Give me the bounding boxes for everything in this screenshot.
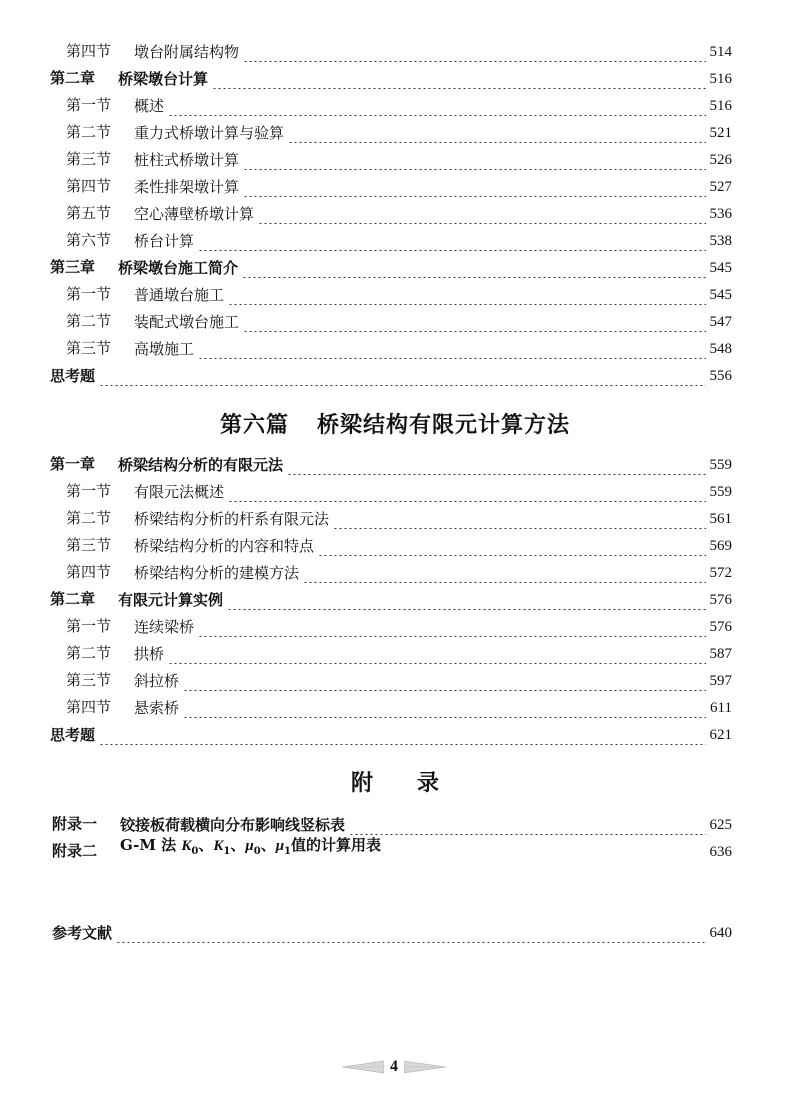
entry-page-number: 576 [709, 592, 732, 608]
toc-entry[interactable] [66, 698, 732, 718]
toc-entry-references[interactable] [52, 923, 732, 943]
leader-dots [349, 815, 705, 835]
entry-number: 第三节 [66, 152, 112, 168]
toc-entry[interactable] [50, 725, 732, 745]
leader-dots [303, 563, 705, 583]
entry-page-number: 516 [709, 98, 732, 114]
leader-dots [99, 366, 705, 386]
entry-page-number: 569 [709, 538, 732, 554]
entry-page-number: 538 [709, 233, 732, 249]
toc-entry[interactable] [66, 285, 732, 305]
leader-dots [287, 455, 705, 475]
entry-number: 第四节 [66, 179, 112, 195]
toc-entry[interactable] [50, 455, 732, 475]
entry-page-number: 521 [709, 125, 732, 141]
entry-number: 第三章 [50, 260, 96, 276]
leader-dots [168, 644, 705, 664]
leader-dots [243, 312, 705, 332]
entry-title: 拱桥 [134, 645, 165, 663]
entry-title: 桩柱式桥墩计算 [134, 151, 240, 169]
part6-heading [0, 408, 790, 439]
appendix-heading-right: 录 [417, 770, 440, 796]
leader-dots [258, 204, 705, 224]
entry-number: 附录二 [52, 844, 98, 860]
toc-entry[interactable] [66, 96, 732, 116]
entry-title: 有限元法概述 [134, 483, 225, 501]
left-ornament-icon [342, 1060, 384, 1074]
toc-entry-appendix-1[interactable] [52, 815, 732, 835]
entry-page-number: 547 [709, 314, 732, 330]
toc-entry[interactable] [66, 509, 732, 529]
entry-page-number: 548 [709, 341, 732, 357]
entry-title: 重力式桥墩计算与验算 [134, 124, 285, 142]
entry-page-number: 559 [709, 457, 732, 473]
entry-page-number: 576 [709, 619, 732, 635]
entry-number: 第三节 [66, 673, 112, 689]
page-footer [339, 1056, 449, 1078]
formula-symbols: $K_0$、$K_1$、$\mu_0$、$\mu_1$ [181, 836, 292, 857]
entry-title: 铰接板荷载横向分布影响线竖标表 [120, 816, 346, 834]
entry-page-number: 527 [709, 179, 732, 195]
toc-entry[interactable] [66, 204, 732, 224]
toc-entry[interactable] [66, 339, 732, 359]
entry-number: 第二章 [50, 71, 96, 87]
leader-dots [228, 482, 705, 502]
entry-number: 第五节 [66, 206, 112, 222]
leader-dots [198, 231, 705, 251]
entry-number: 第三节 [66, 341, 112, 357]
appendix-heading [0, 766, 790, 797]
entry-number: 第三节 [66, 538, 112, 554]
toc-entry[interactable] [66, 536, 732, 556]
entry-number: 第四节 [66, 44, 112, 60]
entry-title: 桥梁墩台施工简介 [118, 259, 239, 277]
leader-dots [198, 617, 705, 637]
entry-page-number: 545 [709, 260, 732, 276]
toc-entry[interactable] [66, 123, 732, 143]
entry-title [120, 835, 381, 862]
leader-dots [99, 725, 705, 745]
toc-entry[interactable] [50, 69, 732, 89]
leader-dots [198, 339, 705, 359]
toc-entry[interactable] [66, 644, 732, 664]
leader-dots [333, 509, 705, 529]
entry-number: 第一节 [66, 484, 112, 500]
entry-title: 桥梁结构分析的内容和特点 [134, 537, 315, 555]
entry-title-prefix: G-M 法 [120, 836, 182, 854]
entry-title: 高墩施工 [134, 340, 195, 358]
entry-title: 桥梁墩台计算 [118, 70, 209, 88]
leader-dots [212, 69, 705, 89]
part6-title: 桥梁结构有限元计算方法 [317, 412, 571, 438]
entry-page-number: 597 [709, 673, 732, 689]
entry-page-number: 536 [709, 206, 732, 222]
entry-title: 普通墩台施工 [134, 286, 225, 304]
entry-number: 第二章 [50, 592, 96, 608]
toc-entry[interactable] [66, 177, 732, 197]
entry-number: 第六节 [66, 233, 112, 249]
entry-page-number: 556 [709, 368, 732, 384]
leader-dots [318, 536, 705, 556]
appendix-heading-left: 附 [350, 770, 373, 796]
entry-page-number: 640 [709, 925, 732, 941]
leader-dots [288, 123, 705, 143]
leader-dots [243, 150, 705, 170]
entry-title: 桥梁结构分析的建模方法 [134, 564, 300, 582]
entry-page-number: 545 [709, 287, 732, 303]
entry-number: 第二节 [66, 125, 112, 141]
entry-page-number: 621 [709, 727, 732, 743]
toc-entry[interactable] [50, 590, 732, 610]
leader-dots [183, 671, 705, 691]
leader-dots [243, 177, 705, 197]
entry-title: 思考题 [50, 726, 96, 744]
entry-page-number: 587 [709, 646, 732, 662]
entry-title: 悬索桥 [134, 699, 180, 717]
toc-entry[interactable] [50, 366, 732, 386]
leader-dots [228, 285, 705, 305]
leader-dots [168, 96, 705, 116]
entry-number: 第四节 [66, 700, 112, 716]
leader-dots [243, 42, 705, 62]
right-ornament-icon [404, 1060, 446, 1074]
entry-number: 第一节 [66, 619, 112, 635]
entry-title: 空心薄壁桥墩计算 [134, 205, 255, 223]
entry-number: 附录一 [52, 817, 98, 833]
entry-number: 第二节 [66, 511, 112, 527]
entry-title: 墩台附属结构物 [134, 43, 240, 61]
entry-page-number: 514 [709, 44, 732, 60]
entry-page-number: 559 [709, 484, 732, 500]
leader-blank [385, 842, 705, 862]
entry-number: 第一节 [66, 98, 112, 114]
entry-number: 第二节 [66, 646, 112, 662]
toc-entry[interactable] [66, 312, 732, 332]
entry-title: 连续梁桥 [134, 618, 195, 636]
toc-entry[interactable] [66, 150, 732, 170]
entry-title: 桥梁结构分析的杆系有限元法 [134, 510, 330, 528]
leader-dots [183, 698, 706, 718]
entry-page-number: 561 [709, 511, 732, 527]
page-number: 4 [390, 1058, 398, 1075]
entry-title: 思考题 [50, 367, 96, 385]
toc-entry[interactable] [66, 671, 732, 691]
entry-title: 参考文献 [52, 924, 113, 942]
entry-number: 第二节 [66, 314, 112, 330]
entry-title: 桥台计算 [134, 232, 195, 250]
leader-dots [242, 258, 705, 278]
entry-title: 有限元计算实例 [118, 591, 224, 609]
entry-number: 第四节 [66, 565, 112, 581]
part6-label: 第六篇 [219, 412, 289, 438]
toc-entry[interactable] [66, 617, 732, 637]
entry-page-number: 516 [709, 71, 732, 87]
entry-page-number: 636 [709, 844, 732, 860]
toc-entry[interactable] [66, 42, 732, 62]
entry-title: 柔性排架墩计算 [134, 178, 240, 196]
entry-title: 装配式墩台施工 [134, 313, 240, 331]
entry-number: 第一节 [66, 287, 112, 303]
toc-entry[interactable] [66, 482, 732, 502]
leader-dots [227, 590, 705, 610]
toc-entry[interactable] [66, 231, 732, 251]
leader-dots [116, 923, 705, 943]
entry-page-number: 611 [710, 700, 732, 716]
toc-entry[interactable] [50, 258, 732, 278]
toc-entry[interactable] [66, 563, 732, 583]
entry-title: 概述 [134, 97, 165, 115]
entry-page-number: 526 [709, 152, 732, 168]
entry-title: 桥梁结构分析的有限元法 [118, 456, 284, 474]
entry-title: 斜拉桥 [134, 672, 180, 690]
entry-page-number: 572 [709, 565, 732, 581]
entry-number: 第一章 [50, 457, 96, 473]
entry-title-suffix: 值的计算用表 [291, 836, 382, 854]
entry-page-number: 625 [709, 817, 732, 833]
toc-entry-appendix-2[interactable] [52, 836, 732, 862]
